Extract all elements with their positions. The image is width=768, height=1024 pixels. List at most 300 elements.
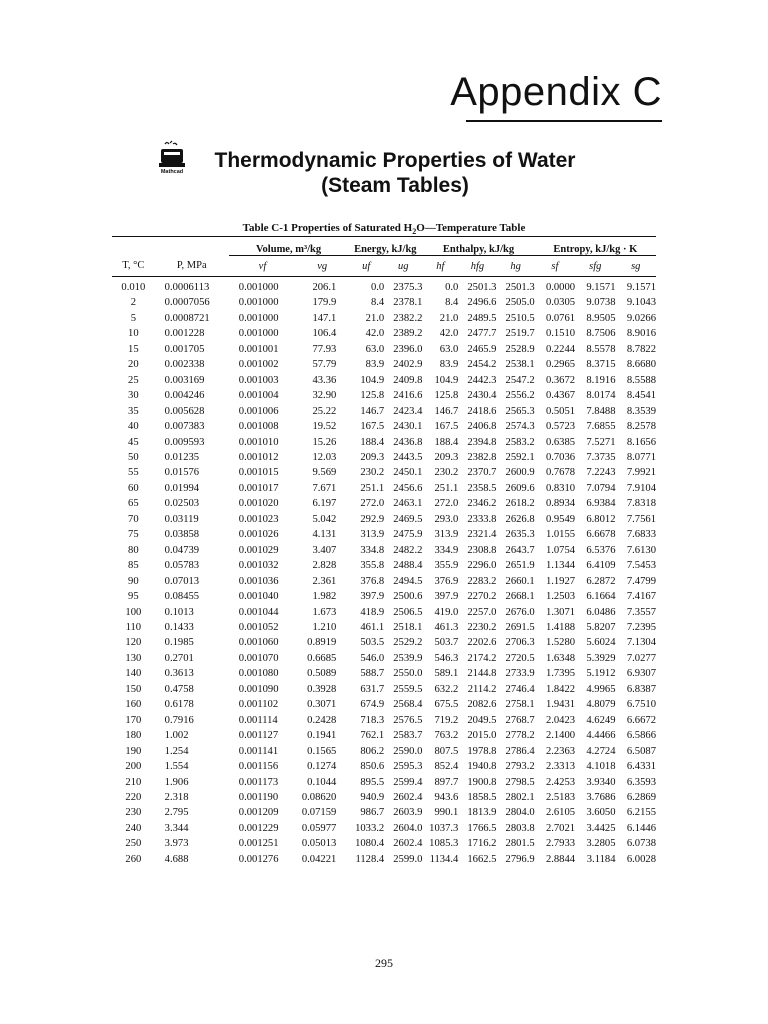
table-cell: 1.6348 — [545, 652, 576, 664]
table-cell: 807.5 — [434, 745, 459, 757]
table-cell: 7.3735 — [586, 451, 616, 463]
table-row — [112, 574, 656, 589]
table-row — [112, 852, 656, 867]
table-cell: 3.1184 — [586, 853, 616, 865]
table-cell: 2538.1 — [505, 359, 535, 371]
table-cell: 6.197 — [312, 498, 337, 510]
table-cell: 2423.4 — [393, 405, 423, 417]
table-row — [112, 805, 656, 820]
table-cell: 1.8422 — [545, 683, 576, 695]
steam-table — [112, 236, 656, 867]
table-cell: 0.6178 — [164, 699, 194, 711]
table-cell: 0.001228 — [164, 328, 205, 340]
table-cell: 2378.1 — [393, 297, 423, 309]
table-cell: 2733.9 — [505, 668, 535, 680]
col-pressure: P, MPa — [155, 256, 229, 277]
table-cell: 2583.7 — [393, 730, 423, 742]
table-cell: 1.554 — [164, 761, 189, 773]
table-cell: 2574.3 — [505, 421, 535, 433]
table-cell: 2296.0 — [467, 560, 497, 572]
table-cell: 2793.2 — [505, 761, 535, 773]
col-hg: hg — [496, 256, 534, 277]
table-cell: 0.009593 — [164, 436, 205, 448]
table-cell: 0.001090 — [238, 683, 279, 695]
table-cell: 2801.5 — [505, 838, 535, 850]
table-row — [112, 450, 656, 465]
table-cell: 6.9384 — [586, 498, 616, 510]
col-hfg: hfg — [458, 256, 496, 277]
table-cell: 2.2363 — [545, 745, 576, 757]
table-cell: 4.6249 — [586, 714, 616, 726]
table-row — [112, 728, 656, 743]
table-cell: 130 — [125, 652, 142, 664]
table-body — [112, 277, 656, 868]
table-cell: 6.3593 — [626, 776, 656, 788]
page-title — [190, 148, 600, 198]
table-cell: 1.2503 — [545, 591, 576, 603]
table-cell: 55 — [128, 467, 139, 479]
group-header-row — [112, 237, 656, 256]
table-cell: 943.6 — [434, 791, 459, 803]
table-cell: 6.0028 — [626, 853, 656, 865]
caption-suffix: O—Temperature Table — [416, 222, 526, 234]
table-cell: 0.001127 — [238, 730, 279, 742]
table-cell: 0.5051 — [545, 405, 576, 417]
table-cell: 0.03119 — [164, 513, 199, 525]
table-cell: 8.4541 — [626, 390, 656, 402]
table-cell: 1033.2 — [355, 822, 385, 834]
table-cell: 0.1510 — [545, 328, 576, 340]
table-cell: 0.6385 — [545, 436, 576, 448]
table-cell: 12.03 — [312, 451, 337, 463]
table-cell: 2.4253 — [545, 776, 576, 788]
table-cell: 125.8 — [434, 390, 459, 402]
table-cell: 43.36 — [312, 374, 337, 386]
table-cell: 1.906 — [164, 776, 189, 788]
table-cell: 251.1 — [360, 482, 385, 494]
table-cell: 2465.9 — [467, 343, 497, 355]
table-cell: 0.03858 — [164, 529, 200, 541]
table-cell: 50 — [128, 451, 139, 463]
table-cell: 0.02503 — [164, 498, 200, 510]
table-cell: 1766.5 — [467, 822, 497, 834]
table-cell: 0.002338 — [164, 359, 205, 371]
table-cell: 461.3 — [434, 621, 459, 633]
table-cell: 2333.8 — [467, 513, 497, 525]
table-row — [112, 713, 656, 728]
col-vf: vf — [229, 256, 296, 277]
table-cell: 2618.2 — [505, 498, 535, 510]
table-cell: 7.0794 — [586, 482, 616, 494]
table-cell: 209.3 — [360, 451, 385, 463]
table-cell: 0.001029 — [238, 544, 279, 556]
table-cell: 2283.2 — [467, 575, 497, 587]
table-cell: 21.0 — [439, 312, 459, 324]
table-cell: 8.9016 — [626, 328, 656, 340]
table-cell: 25 — [128, 374, 139, 386]
table-cell: 5.6024 — [586, 637, 616, 649]
table-cell: 45 — [128, 436, 139, 448]
table-cell: 19.52 — [312, 421, 337, 433]
table-cell: 986.7 — [360, 807, 385, 819]
table-cell: 2456.6 — [393, 482, 423, 494]
table-cell: 2406.8 — [467, 421, 497, 433]
table-cell: 0.4758 — [164, 683, 194, 695]
table-cell: 6.2869 — [626, 791, 656, 803]
table-cell: 9.0266 — [626, 312, 656, 324]
table-cell: 0.001114 — [238, 714, 278, 726]
table-cell: 2174.2 — [467, 652, 497, 664]
table-cell: 2609.6 — [505, 482, 535, 494]
table-cell: 0.001070 — [238, 652, 279, 664]
table-cell: 8.9505 — [586, 312, 616, 324]
table-cell: 6.6672 — [626, 714, 656, 726]
table-cell: 0.007383 — [164, 421, 205, 433]
table-cell: 852.4 — [434, 761, 459, 773]
table-cell: 40 — [128, 421, 139, 433]
table-cell: 0.0 — [445, 282, 459, 293]
table-cell: 850.6 — [360, 761, 385, 773]
table-cell: 2505.0 — [505, 297, 535, 309]
table-cell: 140 — [125, 668, 142, 680]
table-row — [112, 836, 656, 851]
table-cell: 1.210 — [312, 621, 337, 633]
table-cell: 0.0000 — [545, 282, 576, 293]
col-ug: ug — [384, 256, 422, 277]
table-cell: 1716.2 — [467, 838, 497, 850]
table-cell: 0.01576 — [164, 467, 200, 479]
table-cell: 0.05783 — [164, 560, 200, 572]
table-cell: 2489.5 — [467, 312, 497, 324]
table-cell: 2804.0 — [505, 807, 535, 819]
table-cell: 2758.1 — [505, 699, 535, 711]
table-cell: 179.9 — [312, 297, 337, 309]
table-cell: 9.569 — [312, 467, 337, 479]
table-cell: 2506.5 — [393, 606, 423, 618]
table-cell: 2270.2 — [467, 591, 497, 603]
table-cell: 0.001000 — [238, 297, 279, 309]
table-cell: 2720.5 — [505, 652, 535, 664]
table-cell: 65 — [128, 498, 139, 510]
table-cell: 250 — [125, 838, 142, 850]
table-cell: 2394.8 — [467, 436, 497, 448]
table-cell: 7.5271 — [586, 436, 616, 448]
table-cell: 2529.2 — [393, 637, 423, 649]
table-cell: 2500.6 — [393, 591, 423, 603]
table-cell: 0.1565 — [307, 745, 337, 757]
table-cell: 6.8012 — [586, 513, 616, 525]
table-cell: 1.4188 — [545, 621, 576, 633]
table-cell: 9.1571 — [626, 282, 656, 293]
table-cell: 2409.8 — [393, 374, 423, 386]
table-row — [112, 357, 656, 372]
table-cell: 2.1400 — [545, 730, 576, 742]
table-cell: 0.1985 — [164, 637, 194, 649]
table-cell: 0.001002 — [238, 359, 279, 371]
table-cell: 503.5 — [360, 637, 385, 649]
table-cell: 15.26 — [312, 436, 337, 448]
table-cell: 3.7686 — [586, 791, 616, 803]
table-cell: 2257.0 — [467, 606, 497, 618]
table-cell: 120 — [125, 637, 142, 649]
table-cell: 2643.7 — [505, 544, 535, 556]
table-cell: 0.001003 — [238, 374, 279, 386]
table-cell: 42.0 — [365, 328, 385, 340]
table-cell: 0.001032 — [238, 560, 279, 572]
table-cell: 2475.9 — [393, 529, 423, 541]
table-cell: 0.001705 — [164, 343, 205, 355]
group-enthalpy: Enthalpy, kJ/kg — [422, 237, 534, 256]
table-cell: 8.2578 — [626, 421, 656, 433]
table-cell: 2402.9 — [393, 359, 423, 371]
table-cell: 0.1941 — [307, 730, 337, 742]
table-cell: 63.0 — [365, 343, 385, 355]
table-cell: 2.6105 — [545, 807, 576, 819]
table-cell: 2547.2 — [505, 374, 535, 386]
table-cell: 2082.6 — [467, 699, 497, 711]
table-cell: 106.4 — [312, 328, 337, 340]
table-cell: 3.407 — [312, 544, 337, 556]
table-cell: 0.001010 — [238, 436, 279, 448]
table-cell: 0.05013 — [301, 838, 337, 850]
table-cell: 8.5578 — [586, 343, 616, 355]
table-cell: 7.9104 — [626, 482, 656, 494]
table-cell: 674.9 — [360, 699, 385, 711]
table-cell: 7.4167 — [626, 591, 656, 603]
table-cell: 0.001141 — [238, 745, 279, 757]
col-sfg: sfg — [575, 256, 615, 277]
table-cell: 503.7 — [434, 637, 459, 649]
table-row — [112, 775, 656, 790]
table-cell: 8.5588 — [626, 374, 656, 386]
table-cell: 313.9 — [434, 529, 459, 541]
table-cell: 6.5866 — [626, 730, 656, 742]
table-row — [112, 635, 656, 650]
mathcad-logo-icon — [157, 140, 187, 174]
table-cell: 220 — [125, 791, 142, 803]
table-cell: 240 — [125, 822, 142, 834]
table-cell: 0.07013 — [164, 575, 200, 587]
table-cell: 7.5453 — [626, 560, 656, 572]
table-cell: 0.001276 — [238, 853, 279, 865]
table-row — [112, 326, 656, 341]
table-cell: 60 — [128, 482, 139, 494]
table-cell: 63.0 — [439, 343, 459, 355]
table-cell: 0.8934 — [545, 498, 576, 510]
table-row — [112, 481, 656, 496]
table-cell: 8.3715 — [586, 359, 616, 371]
table-cell: 230 — [125, 807, 142, 819]
table-cell: 0.0006113 — [164, 282, 210, 293]
table-cell: 2.5183 — [545, 791, 576, 803]
table-cell: 0.3613 — [164, 668, 194, 680]
table-cell: 2114.2 — [467, 683, 497, 695]
table-cell: 2430.1 — [393, 421, 423, 433]
table-cell: 2375.3 — [393, 282, 423, 293]
table-cell: 104.9 — [360, 374, 385, 386]
table-cell: 0.0008721 — [164, 312, 210, 324]
table-cell: 2488.4 — [393, 560, 423, 572]
table-cell: 3.973 — [164, 838, 189, 850]
table-cell: 0.01994 — [164, 482, 200, 494]
table-cell: 0.05977 — [301, 822, 337, 834]
table-row — [112, 277, 656, 296]
group-volume: Volume, m³/kg — [229, 237, 349, 256]
table-cell: 2798.5 — [505, 776, 535, 788]
table-cell: 209.3 — [434, 451, 459, 463]
table-cell: 0.2428 — [307, 714, 337, 726]
table-cell: 1940.8 — [467, 761, 497, 773]
table-cell: 6.0486 — [586, 606, 616, 618]
table-cell: 170 — [125, 714, 142, 726]
table-cell: 95 — [128, 591, 139, 603]
table-cell: 2450.1 — [393, 467, 423, 479]
table-cell: 7.6855 — [586, 421, 616, 433]
table-cell: 2635.3 — [505, 529, 535, 541]
table-cell: 762.1 — [360, 730, 385, 742]
table-cell: 2463.1 — [393, 498, 423, 510]
table-cell: 2.7021 — [545, 822, 576, 834]
table-row — [112, 821, 656, 836]
table-cell: 1080.4 — [355, 838, 385, 850]
table-row — [112, 697, 656, 712]
table-row — [112, 512, 656, 527]
table-cell: 260 — [125, 853, 142, 865]
table-row — [112, 790, 656, 805]
table-cell: 8.0174 — [586, 390, 616, 402]
table-cell: 9.1043 — [626, 297, 656, 309]
table-cell: 2802.1 — [505, 791, 535, 803]
table-cell: 146.7 — [434, 405, 459, 417]
table-cell: 719.2 — [434, 714, 459, 726]
table-cell: 7.9921 — [626, 467, 656, 479]
table-cell: 206.1 — [312, 282, 337, 293]
table-cell: 6.2155 — [626, 807, 656, 819]
table-cell: 75 — [128, 529, 139, 541]
table-cell: 146.7 — [360, 405, 385, 417]
table-cell: 2595.3 — [393, 761, 423, 773]
table-cell: 806.2 — [360, 745, 385, 757]
table-cell: 77.93 — [312, 343, 337, 355]
table-cell: 9.0738 — [586, 297, 616, 309]
table-cell: 0.3071 — [307, 699, 337, 711]
table-cell: 355.9 — [434, 560, 459, 572]
table-cell: 2.828 — [312, 560, 337, 572]
table-caption — [0, 222, 768, 236]
table-cell: 632.2 — [434, 683, 459, 695]
table-cell: 675.5 — [434, 699, 459, 711]
table-cell: 2202.6 — [467, 637, 497, 649]
table-cell: 6.4109 — [586, 560, 616, 572]
table-cell: 2442.3 — [467, 374, 497, 386]
table-cell: 1.982 — [312, 591, 337, 603]
table-cell: 419.0 — [434, 606, 459, 618]
table-cell: 8.7822 — [626, 343, 656, 355]
table-cell: 7.4799 — [626, 575, 656, 587]
table-cell: 57.79 — [312, 359, 337, 371]
table-cell: 1.673 — [312, 606, 337, 618]
table-cell: 2382.2 — [393, 312, 423, 324]
appendix-heading: Appendix C — [450, 70, 662, 114]
table-cell: 0.2701 — [164, 652, 194, 664]
table-cell: 8.3539 — [626, 405, 656, 417]
table-cell: 8.1656 — [626, 436, 656, 448]
table-cell: 2015.0 — [467, 730, 497, 742]
table-cell: 0.001044 — [238, 606, 279, 618]
table-cell: 589.1 — [434, 668, 459, 680]
table-row — [112, 744, 656, 759]
table-cell: 0.001102 — [238, 699, 279, 711]
table-cell: 1.0754 — [545, 544, 576, 556]
table-cell: 6.8387 — [626, 683, 656, 695]
caption-prefix: Table C-1 Properties of Saturated H — [242, 222, 413, 234]
table-cell: 2396.0 — [393, 343, 423, 355]
table-cell: 0.003169 — [164, 374, 205, 386]
table-cell: 0.005628 — [164, 405, 205, 417]
table-cell: 0.001020 — [238, 498, 279, 510]
table-cell: 25.22 — [312, 405, 337, 417]
table-cell: 313.9 — [360, 529, 385, 541]
table-cell: 3.344 — [164, 822, 189, 834]
table-cell: 150 — [125, 683, 142, 695]
column-header-row — [112, 256, 656, 277]
table-cell: 6.4331 — [626, 761, 656, 773]
table-cell: 5.042 — [312, 513, 337, 525]
table-cell: 6.6678 — [586, 529, 616, 541]
table-cell: 990.1 — [434, 807, 459, 819]
title-line-2: (Steam Tables) — [321, 174, 469, 197]
table-cell: 2668.1 — [505, 591, 535, 603]
table-cell: 2556.2 — [505, 390, 535, 402]
table-cell: 2 — [130, 297, 136, 309]
table-cell: 2796.9 — [505, 853, 535, 865]
table-cell: 2803.8 — [505, 822, 535, 834]
table-cell: 0.001173 — [238, 776, 279, 788]
table-cell: 0.1044 — [307, 776, 337, 788]
table-cell: 0.001229 — [238, 822, 279, 834]
table-cell: 1.7395 — [545, 668, 576, 680]
table-cell: 546.3 — [434, 652, 459, 664]
table-cell: 180 — [125, 730, 142, 742]
table-cell: 6.7510 — [626, 699, 656, 711]
table-cell: 188.4 — [434, 436, 459, 448]
table-cell: 2559.5 — [393, 683, 423, 695]
table-row — [112, 589, 656, 604]
table-cell: 7.6833 — [626, 529, 656, 541]
table-cell: 7.2243 — [586, 467, 616, 479]
table-cell: 0.8919 — [307, 637, 337, 649]
table-cell: 0.001001 — [238, 343, 279, 355]
table-cell: 0.001052 — [238, 621, 279, 633]
table-cell: 0.1274 — [307, 761, 337, 773]
table-cell: 3.9340 — [586, 776, 616, 788]
table-cell: 2501.3 — [467, 282, 497, 293]
table-cell: 0.001060 — [238, 637, 279, 649]
table-cell: 32.90 — [312, 390, 337, 402]
table-cell: 7.3557 — [626, 606, 656, 618]
table-cell: 6.9307 — [626, 668, 656, 680]
table-cell: 2436.8 — [393, 436, 423, 448]
table-cell: 8.4 — [445, 297, 459, 309]
table-row — [112, 759, 656, 774]
table-cell: 0.3928 — [307, 683, 337, 695]
table-cell: 1662.5 — [467, 853, 497, 865]
col-uf: uf — [348, 256, 384, 277]
table-row — [112, 605, 656, 620]
title-line-1: Thermodynamic Properties of Water — [214, 149, 576, 172]
table-cell: 6.2872 — [586, 575, 616, 587]
table-cell: 2576.5 — [393, 714, 423, 726]
